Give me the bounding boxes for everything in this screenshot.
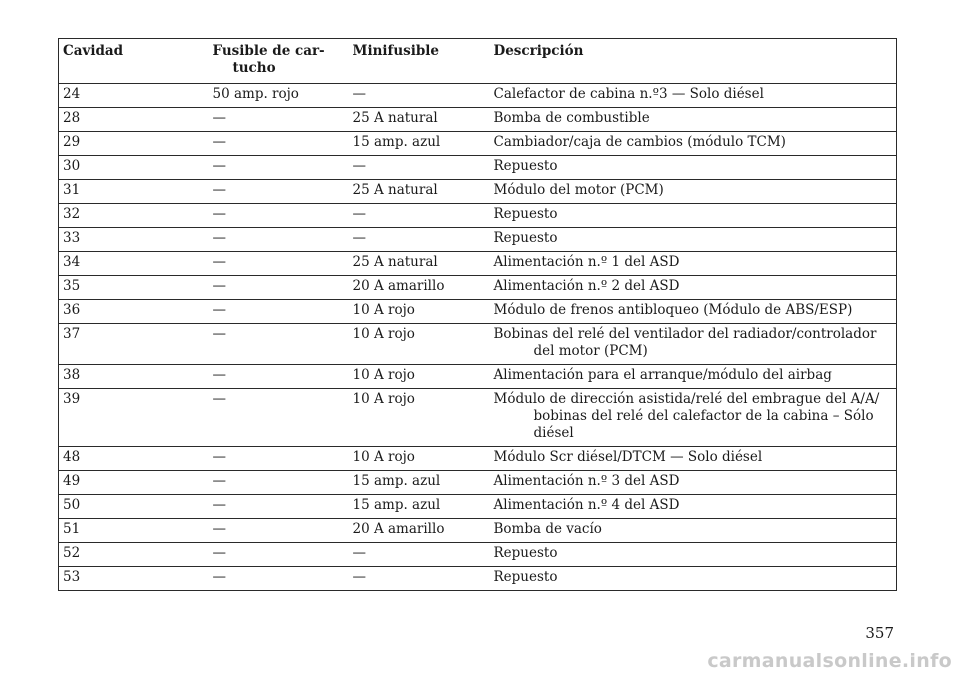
cell-cavidad: 28 <box>59 108 209 132</box>
cell-fusible-de-cartucho: — <box>209 132 349 156</box>
table-row <box>59 132 897 156</box>
table-row <box>59 519 897 543</box>
header-minifusible: Minifusible <box>349 39 490 84</box>
cell-descripcion <box>490 471 897 495</box>
cell-cavidad: 24 <box>59 84 209 108</box>
cell-descripcion <box>490 324 897 365</box>
cell-descripcion <box>490 228 897 252</box>
cell-descripcion <box>490 300 897 324</box>
cell-descripcion <box>490 276 897 300</box>
cell-descripcion-text: Repuesto <box>493 569 558 585</box>
cell-minifusible: — <box>349 543 490 567</box>
cell-minifusible: — <box>349 204 490 228</box>
cell-descripcion-text: Módulo Scr diésel/DTCM — Solo diésel <box>493 449 763 465</box>
cell-descripcion-text: Repuesto <box>493 158 558 174</box>
cell-cavidad: 33 <box>59 228 209 252</box>
cell-cavidad: 53 <box>59 567 209 591</box>
cell-cavidad: 30 <box>59 156 209 180</box>
cell-minifusible: — <box>349 567 490 591</box>
cell-fusible-de-cartucho: 50 amp. rojo <box>209 84 349 108</box>
cell-fusible-de-cartucho: — <box>209 324 349 365</box>
cell-minifusible: 15 amp. azul <box>349 471 490 495</box>
cell-minifusible: — <box>349 228 490 252</box>
table-row <box>59 471 897 495</box>
cell-descripcion-text: Repuesto <box>493 230 558 246</box>
cell-descripcion-text: Calefactor de cabina n.º3 — Solo diésel <box>493 86 764 102</box>
cell-fusible-de-cartucho: — <box>209 156 349 180</box>
cell-descripcion <box>490 567 897 591</box>
header-descripcion: Descripción <box>490 39 897 84</box>
watermark-logo: carmanualsonline.info <box>707 650 952 672</box>
cell-minifusible: 10 A rojo <box>349 389 490 447</box>
cell-descripcion-text: Módulo del motor (PCM) <box>493 182 664 198</box>
cell-cavidad: 29 <box>59 132 209 156</box>
cell-descripcion <box>490 84 897 108</box>
cell-fusible-de-cartucho: — <box>209 495 349 519</box>
table-row <box>59 389 897 447</box>
cell-fusible-de-cartucho: — <box>209 567 349 591</box>
cell-descripcion <box>490 543 897 567</box>
cell-cavidad: 52 <box>59 543 209 567</box>
table-row <box>59 276 897 300</box>
table-row <box>59 495 897 519</box>
cell-cavidad: 50 <box>59 495 209 519</box>
table-row <box>59 447 897 471</box>
cell-minifusible: 10 A rojo <box>349 447 490 471</box>
cell-cavidad: 38 <box>59 365 209 389</box>
cell-cavidad: 49 <box>59 471 209 495</box>
cell-descripcion <box>490 495 897 519</box>
header-fusible-de-cartucho <box>209 39 349 84</box>
cell-cavidad: 48 <box>59 447 209 471</box>
cell-cavidad: 35 <box>59 276 209 300</box>
cell-descripcion-text: Alimentación n.º 4 del ASD <box>493 497 680 513</box>
cell-descripcion <box>490 204 897 228</box>
cell-cavidad: 51 <box>59 519 209 543</box>
cell-minifusible: — <box>349 84 490 108</box>
table-row <box>59 252 897 276</box>
fuse-table <box>58 38 897 591</box>
cell-fusible-de-cartucho: — <box>209 300 349 324</box>
cell-fusible-de-cartucho: — <box>209 519 349 543</box>
cell-cavidad: 36 <box>59 300 209 324</box>
cell-descripcion-text: Repuesto <box>493 206 558 222</box>
cell-minifusible: 20 A amarillo <box>349 519 490 543</box>
cell-minifusible: 15 amp. azul <box>349 495 490 519</box>
cell-fusible-de-cartucho: — <box>209 471 349 495</box>
cell-descripcion-text: Módulo de dirección asistida/relé del embrague del A/A/ bobinas del relé del calefactor de la cabina – Sólo diésel <box>493 391 880 441</box>
cell-descripcion <box>490 156 897 180</box>
cell-descripcion <box>490 252 897 276</box>
cell-descripcion <box>490 365 897 389</box>
cell-minifusible: — <box>349 156 490 180</box>
cell-fusible-de-cartucho: — <box>209 447 349 471</box>
cell-cavidad: 34 <box>59 252 209 276</box>
cell-descripcion-text: Alimentación n.º 2 del ASD <box>493 278 680 294</box>
cell-cavidad: 39 <box>59 389 209 447</box>
cell-descripcion-text: Cambiador/caja de cambios (módulo TCM) <box>493 134 786 150</box>
cell-descripcion <box>490 447 897 471</box>
cell-descripcion <box>490 132 897 156</box>
cell-fusible-de-cartucho: — <box>209 389 349 447</box>
cell-minifusible: 25 A natural <box>349 108 490 132</box>
cell-cavidad: 32 <box>59 204 209 228</box>
cell-descripcion-text: Bomba de vacío <box>493 521 602 537</box>
table-row <box>59 365 897 389</box>
table-row <box>59 156 897 180</box>
cell-fusible-de-cartucho: — <box>209 228 349 252</box>
table-row <box>59 108 897 132</box>
cell-fusible-de-cartucho: — <box>209 204 349 228</box>
cell-descripcion-text: Alimentación n.º 1 del ASD <box>493 254 680 270</box>
table-row <box>59 567 897 591</box>
header-fusible-de-cartucho-text: Fusible de car- tucho <box>212 43 325 76</box>
table-body <box>59 84 897 591</box>
cell-fusible-de-cartucho: — <box>209 180 349 204</box>
cell-minifusible: 10 A rojo <box>349 300 490 324</box>
table-row <box>59 84 897 108</box>
cell-minifusible: 25 A natural <box>349 252 490 276</box>
table-row <box>59 180 897 204</box>
table-row <box>59 324 897 365</box>
header-cavidad: Cavidad <box>59 39 209 84</box>
page-number: 357 <box>865 624 894 642</box>
cell-fusible-de-cartucho: — <box>209 543 349 567</box>
cell-descripcion <box>490 389 897 447</box>
table-row <box>59 228 897 252</box>
cell-descripcion-text: Repuesto <box>493 545 558 561</box>
cell-minifusible: 20 A amarillo <box>349 276 490 300</box>
cell-descripcion <box>490 108 897 132</box>
cell-descripcion-text: Bomba de combustible <box>493 110 650 126</box>
table-row <box>59 543 897 567</box>
cell-descripcion-text: Alimentación para el arranque/módulo del airbag <box>493 367 832 383</box>
cell-descripcion-text: Bobinas del relé del ventilador del radiador/controlador del motor (PCM) <box>493 326 877 359</box>
cell-minifusible: 15 amp. azul <box>349 132 490 156</box>
cell-descripcion <box>490 180 897 204</box>
cell-minifusible: 10 A rojo <box>349 365 490 389</box>
cell-cavidad: 31 <box>59 180 209 204</box>
cell-cavidad: 37 <box>59 324 209 365</box>
table-row <box>59 300 897 324</box>
table-header-row <box>59 39 897 84</box>
cell-descripcion <box>490 519 897 543</box>
cell-fusible-de-cartucho: — <box>209 108 349 132</box>
cell-fusible-de-cartucho: — <box>209 252 349 276</box>
cell-descripcion-text: Módulo de frenos antibloqueo (Módulo de ABS/ESP) <box>493 302 853 318</box>
table-row <box>59 204 897 228</box>
cell-descripcion-text: Alimentación n.º 3 del ASD <box>493 473 680 489</box>
cell-minifusible: 25 A natural <box>349 180 490 204</box>
cell-fusible-de-cartucho: — <box>209 365 349 389</box>
cell-fusible-de-cartucho: — <box>209 276 349 300</box>
cell-minifusible: 10 A rojo <box>349 324 490 365</box>
